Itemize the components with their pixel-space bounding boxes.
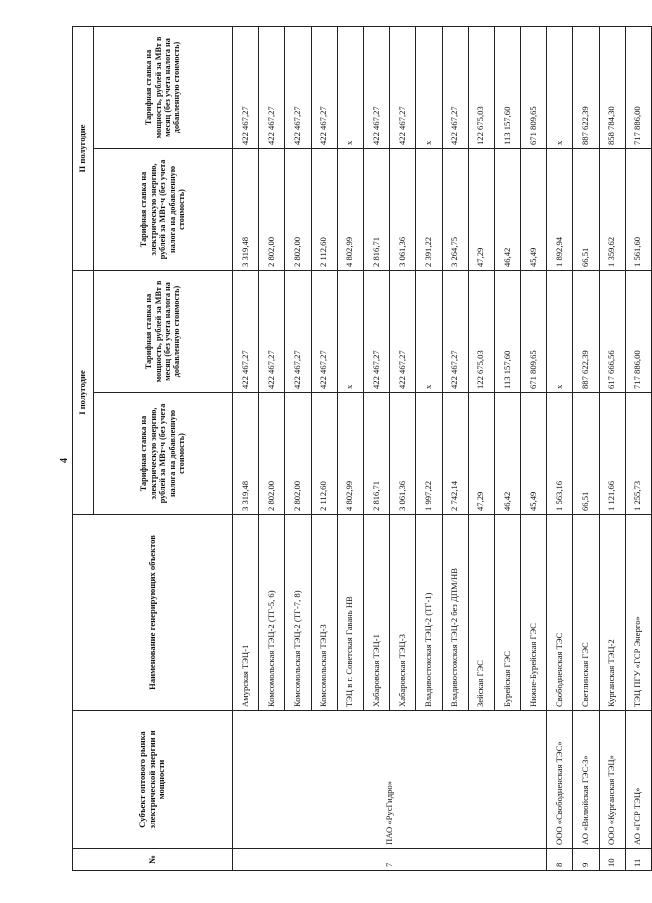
energy-rate-h1: 2 816,71 xyxy=(363,393,389,515)
energy-rate-h2: 2 112,60 xyxy=(311,148,337,270)
energy-rate-h2: 4 802,99 xyxy=(337,148,363,270)
capacity-rate-h2: 858 784,30 xyxy=(599,26,625,148)
energy-rate-h2: 2 391,22 xyxy=(416,148,442,270)
capacity-rate-h1: 887 622,39 xyxy=(573,270,599,392)
row-number: 7 xyxy=(233,849,547,871)
energy-rate-h1: 4 802,99 xyxy=(337,393,363,515)
generator-name: Нижне-Бурейская ГЭС xyxy=(521,515,547,711)
energy-rate-h1: 2 802,00 xyxy=(285,393,311,515)
subject-name: АО «Вилюйская ГЭС-3» xyxy=(573,711,599,849)
energy-rate-h2: 2 802,00 xyxy=(259,148,285,270)
generator-name: Свободненская ТЭС xyxy=(547,515,573,711)
table-row xyxy=(625,26,651,870)
capacity-rate-h2: 671 809,65 xyxy=(521,26,547,148)
generator-name: ТЭЦ ПГУ «ГСР Энерго» xyxy=(625,515,651,711)
capacity-rate-h1: 422 467,27 xyxy=(285,270,311,392)
energy-rate-h2: 1 892,94 xyxy=(547,148,573,270)
table-body xyxy=(233,26,652,870)
energy-rate-h2: 2 802,00 xyxy=(285,148,311,270)
energy-rate-h2: 46,42 xyxy=(494,148,520,270)
capacity-rate-h1: 422 467,27 xyxy=(233,270,259,392)
capacity-rate-h1: 422 467,27 xyxy=(390,270,416,392)
energy-rate-h2: 66,51 xyxy=(573,148,599,270)
capacity-rate-h2: x xyxy=(337,26,363,148)
row-number: 8 xyxy=(547,849,573,871)
energy-rate-h1: 45,49 xyxy=(521,393,547,515)
capacity-rate-h2: 113 157,60 xyxy=(494,26,520,148)
header-subject: Субъект оптового рынка электрической энергии и мощности xyxy=(73,711,233,849)
energy-rate-h1: 2 742,14 xyxy=(442,393,468,515)
header-half1: I полугодие xyxy=(73,270,94,514)
capacity-rate-h2: x xyxy=(416,26,442,148)
row-number: 9 xyxy=(573,849,599,871)
energy-rate-h2: 3 319,48 xyxy=(233,148,259,270)
generator-name: Комсомольская ТЭЦ-3 xyxy=(311,515,337,711)
table-row xyxy=(233,26,259,870)
capacity-rate-h1: x xyxy=(547,270,573,392)
generator-name: Амурская ТЭЦ-1 xyxy=(233,515,259,711)
table-row xyxy=(599,26,625,870)
row-number: 11 xyxy=(625,849,651,871)
table-row xyxy=(573,26,599,870)
rotated-page xyxy=(72,26,652,871)
header-half2: II полугодие xyxy=(73,26,94,270)
capacity-rate-h2: 422 467,27 xyxy=(363,26,389,148)
table-row xyxy=(547,26,573,870)
capacity-rate-h1: x xyxy=(337,270,363,392)
energy-rate-h1: 2 112,60 xyxy=(311,393,337,515)
header-generator: Наименование генерирующих объектов xyxy=(73,515,233,711)
header-capacity-rate-h2: Тарифная ставка на мощность, рублей за МВт в месяц (без учета налога на добавленную стоимость) xyxy=(94,26,233,148)
energy-rate-h1: 1 121,66 xyxy=(599,393,625,515)
capacity-rate-h1: 422 467,27 xyxy=(311,270,337,392)
header-capacity-rate-h1: Тарифная ставка на мощность, рублей за МВт в месяц (без учета налога на добавленную стоимость) xyxy=(94,270,233,392)
generator-name: Хабаровская ТЭЦ-1 xyxy=(363,515,389,711)
capacity-rate-h1: 422 467,27 xyxy=(442,270,468,392)
energy-rate-h1: 3 319,48 xyxy=(233,393,259,515)
header-energy-rate-h2: Тарифная ставка на электрическую энергию, рублей за МВт·ч (без учета налога на добавленную стоимость) xyxy=(94,148,233,270)
capacity-rate-h2: 422 467,27 xyxy=(259,26,285,148)
tariff-table xyxy=(72,26,652,871)
generator-name: Светлинская ГЭС xyxy=(573,515,599,711)
generator-name: Комсомольская ТЭЦ-2 (ТГ-7, 8) xyxy=(285,515,311,711)
energy-rate-h1: 47,29 xyxy=(468,393,494,515)
page-number: 4 xyxy=(59,458,70,463)
generator-name: Зейская ГЭС xyxy=(468,515,494,711)
generator-name: ТЭЦ в г. Советская Гавань НВ xyxy=(337,515,363,711)
capacity-rate-h2: 422 467,27 xyxy=(311,26,337,148)
energy-rate-h1: 2 802,00 xyxy=(259,393,285,515)
energy-rate-h2: 47,29 xyxy=(468,148,494,270)
capacity-rate-h2: x xyxy=(547,26,573,148)
capacity-rate-h2: 422 467,27 xyxy=(233,26,259,148)
header-no: № xyxy=(73,849,233,871)
energy-rate-h2: 1 359,62 xyxy=(599,148,625,270)
capacity-rate-h1: 122 675,03 xyxy=(468,270,494,392)
energy-rate-h1: 1 997,22 xyxy=(416,393,442,515)
energy-rate-h2: 45,49 xyxy=(521,148,547,270)
generator-name: Хабаровская ТЭЦ-3 xyxy=(390,515,416,711)
generator-name: Владивостокская ТЭЦ-2 без ДПМ/НВ xyxy=(442,515,468,711)
capacity-rate-h1: x xyxy=(416,270,442,392)
capacity-rate-h1: 113 157,60 xyxy=(494,270,520,392)
capacity-rate-h2: 422 467,27 xyxy=(442,26,468,148)
generator-name: Курганская ТЭЦ-2 xyxy=(599,515,625,711)
energy-rate-h2: 2 816,71 xyxy=(363,148,389,270)
generator-name: Комсомольская ТЭЦ-2 (ТГ-5, 6) xyxy=(259,515,285,711)
energy-rate-h2: 3 264,75 xyxy=(442,148,468,270)
energy-rate-h1: 46,42 xyxy=(494,393,520,515)
generator-name: Владивостокская ТЭЦ-2 (ТГ-1) xyxy=(416,515,442,711)
capacity-rate-h2: 422 467,27 xyxy=(390,26,416,148)
capacity-rate-h2: 717 886,00 xyxy=(625,26,651,148)
capacity-rate-h1: 717 886,00 xyxy=(625,270,651,392)
capacity-rate-h2: 422 467,27 xyxy=(285,26,311,148)
capacity-rate-h1: 422 467,27 xyxy=(363,270,389,392)
energy-rate-h1: 1 255,73 xyxy=(625,393,651,515)
header-energy-rate-h1: Тарифная ставка на электрическую энергию, рублей за МВт·ч (без учета налога на добавленную стоимость) xyxy=(94,393,233,515)
subject-name: ПАО «РусГидро» xyxy=(233,711,547,849)
capacity-rate-h2: 887 622,39 xyxy=(573,26,599,148)
capacity-rate-h1: 422 467,27 xyxy=(259,270,285,392)
row-number: 10 xyxy=(599,849,625,871)
generator-name: Бурейская ГЭС xyxy=(494,515,520,711)
energy-rate-h2: 3 061,36 xyxy=(390,148,416,270)
capacity-rate-h1: 617 666,56 xyxy=(599,270,625,392)
energy-rate-h1: 3 061,36 xyxy=(390,393,416,515)
energy-rate-h2: 1 561,60 xyxy=(625,148,651,270)
energy-rate-h1: 1 563,16 xyxy=(547,393,573,515)
capacity-rate-h2: 122 675,03 xyxy=(468,26,494,148)
energy-rate-h1: 66,51 xyxy=(573,393,599,515)
subject-name: ООО «Курганская ТЭЦ» xyxy=(599,711,625,849)
subject-name: АО «ГСР ТЭЦ» xyxy=(625,711,651,849)
subject-name: ООО «Свободненская ТЭС» xyxy=(547,711,573,849)
capacity-rate-h1: 671 809,65 xyxy=(521,270,547,392)
